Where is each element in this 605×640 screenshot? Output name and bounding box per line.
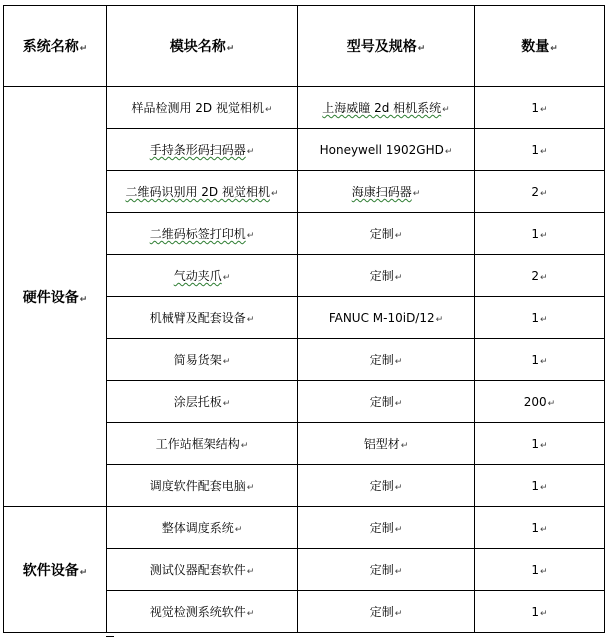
spec-cell: 定制↵ [298,339,475,381]
header-qty: 数量↵ [475,6,605,87]
quantity-cell: 1↵ [475,591,605,633]
header-module: 模块名称↵ [107,6,298,87]
module-name-cell: 涂层托板↵ [107,381,298,423]
spec-cell: 定制↵ [298,549,475,591]
table-body [4,87,605,633]
header-spec: 型号及规格↵ [298,6,475,87]
quantity-cell: 1↵ [475,213,605,255]
quantity-cell: 2↵ [475,255,605,297]
spec-cell: FANUC M-10iD/12↵ [298,297,475,339]
equipment-table [3,5,605,633]
module-name-cell: 简易货架↵ [107,339,298,381]
quantity-cell: 1↵ [475,465,605,507]
quantity-cell: 1↵ [475,339,605,381]
header-system: 系统名称↵ [4,6,107,87]
module-name-cell: 整体调度系统↵ [107,507,298,549]
module-name-cell: 机械臂及配套设备↵ [107,297,298,339]
spec-cell: 定制↵ [298,255,475,297]
spec-cell: 铝型材↵ [298,423,475,465]
quantity-cell: 1↵ [475,507,605,549]
quantity-cell: 1↵ [475,129,605,171]
module-name-cell: 样品检测用 2D 视觉相机↵ [107,87,298,129]
module-name-cell: 工作站框架结构↵ [107,423,298,465]
module-name-cell: 二维码识别用 2D 视觉相机↵ [107,171,298,213]
spec-cell: 定制↵ [298,465,475,507]
module-name-cell: 手持条形码扫码器↵ [107,129,298,171]
module-name-cell: 气动夹爪↵ [107,255,298,297]
table-row [4,507,605,549]
system-name-cell: 硬件设备↵ [4,87,107,507]
spec-cell: 定制↵ [298,213,475,255]
module-name-cell: 视觉检测系统软件↵ [107,591,298,633]
quantity-cell: 1↵ [475,549,605,591]
quantity-cell: 1↵ [475,87,605,129]
quantity-cell: 200↵ [475,381,605,423]
quantity-cell: 1↵ [475,297,605,339]
module-name-cell: 二维码标签打印机↵ [107,213,298,255]
module-name-cell: 调度软件配套电脑↵ [107,465,298,507]
header-row [4,6,605,87]
spec-cell: 定制↵ [298,591,475,633]
spec-cell: 定制↵ [298,381,475,423]
spec-cell: 海康扫码器↵ [298,171,475,213]
spec-cell: Honeywell 1902GHD↵ [298,129,475,171]
table-row [4,87,605,129]
quantity-cell: 2↵ [475,171,605,213]
module-name-cell: 测试仪器配套软件↵ [107,549,298,591]
system-name-cell: 软件设备↵ [4,507,107,633]
spec-cell: 上海威瞳 2d 相机系统↵ [298,87,475,129]
table-edge-mark [106,636,114,637]
spec-cell: 定制↵ [298,507,475,549]
quantity-cell: 1↵ [475,423,605,465]
